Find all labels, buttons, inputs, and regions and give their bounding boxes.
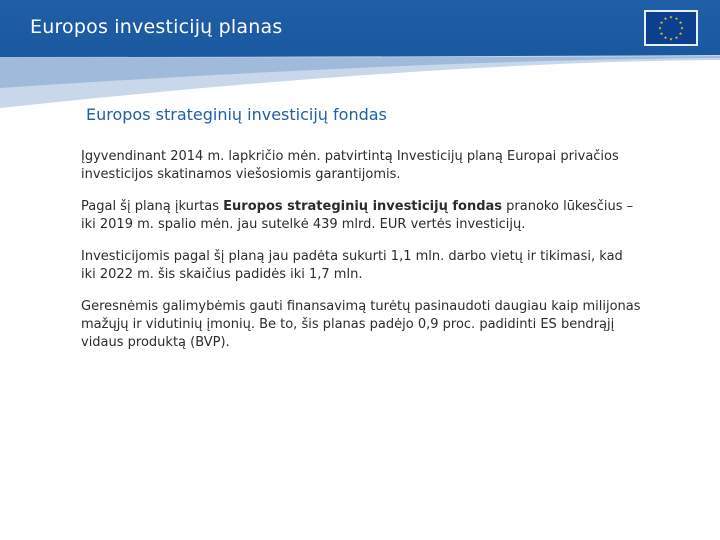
paragraph-3: Investicijomis pagal šį planą jau padėta sukurti 1,1 mln. darbo vietų ir tikimasi, kad iki 2022 m. šis skaičius padidės iki 1,7 mln. bbox=[81, 249, 623, 282]
svg-text:★: ★ bbox=[678, 31, 683, 37]
svg-text:★: ★ bbox=[663, 35, 668, 41]
svg-text:★: ★ bbox=[674, 35, 679, 41]
svg-text:★: ★ bbox=[680, 25, 684, 31]
section-subtitle: Europos strateginių investicijų fondas bbox=[86, 105, 387, 124]
svg-text:★: ★ bbox=[659, 20, 664, 26]
svg-text:★: ★ bbox=[663, 16, 668, 22]
svg-text:★: ★ bbox=[659, 31, 664, 37]
eu-flag-icon bbox=[644, 10, 698, 46]
paragraph-1: Įgyvendinant 2014 m. lapkričio mėn. patvirtintą Investicijų planą Europai privačios investicijos skatinamos viešosiomis garantijomis. bbox=[81, 149, 619, 182]
paragraph-2-before: Pagal šį planą įkurtas bbox=[81, 199, 224, 214]
paragraph-2-after: pranoko lūkesčius – iki 2019 m. spalio mėn. jau sutelkė 439 mlrd. EUR vertės investicijų. bbox=[81, 199, 634, 232]
paragraph-2 bbox=[81, 198, 641, 234]
header-swoosh bbox=[0, 48, 720, 108]
body-text bbox=[81, 148, 641, 366]
svg-text:★: ★ bbox=[678, 20, 683, 26]
paragraph-4: Geresnėmis galimybėmis gauti finansavimą turėtų pasinaudoti daugiau kaip milijonas mažųjų ir vidutinių įmonių. Be to, šis planas padėjo 0,9 proc. padidinti ES bendrąjį vidaus produktą (BVP). bbox=[81, 299, 641, 350]
svg-text:★: ★ bbox=[658, 25, 662, 31]
paragraph-2-bold: Europos strateginių investicijų fondas bbox=[223, 199, 503, 214]
svg-text:★: ★ bbox=[669, 14, 673, 20]
page-title: Europos investicijų planas bbox=[30, 16, 283, 38]
svg-text:★: ★ bbox=[669, 36, 673, 42]
svg-text:★: ★ bbox=[674, 16, 679, 22]
